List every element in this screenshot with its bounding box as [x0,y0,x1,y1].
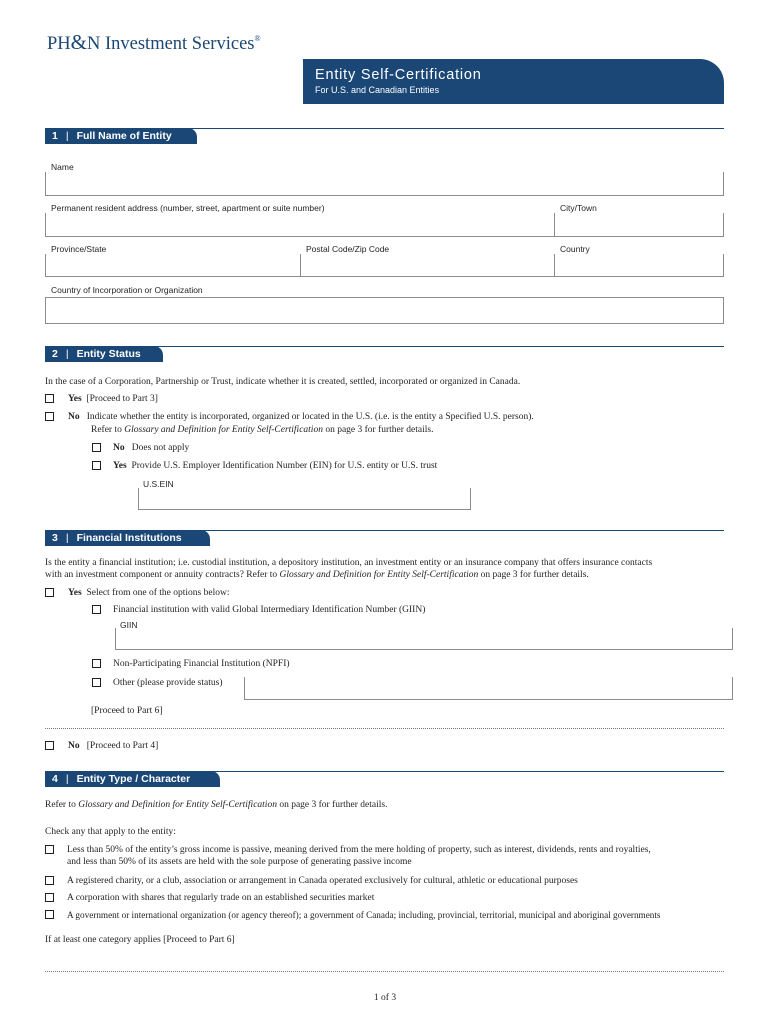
name-label: Name [51,162,74,172]
section1-title: Full Name of Entity [76,130,172,142]
section1-header [45,128,197,144]
giin-option-checkbox[interactable] [92,605,101,614]
fi-yes-row [68,587,229,599]
passive-income-line1: Less than 50% of the entity’s gross income is passive, meaning derived from the mere holding of property, such as interest, dividends, rents and royalties, [67,845,651,855]
public-corporation-label: A corporation with shares that regularly trade on an established securities market [67,893,375,903]
entity-status-no-note: Indicate whether the entity is incorporated, organized or located in the U.S. (i.e. is the entity a Specified U.S. person). [86,412,534,422]
logo-ampersand: & [70,30,87,54]
city-label: City/Town [560,203,597,213]
other-status-checkbox[interactable] [92,678,101,687]
section4-refer-text [45,799,387,811]
section2-intro: In the case of a Corporation, Partnership or Trust, indicate whether it is created, settled, incorporated or organized in Canada. [45,377,521,387]
section2-refer-prefix: Refer to [91,425,122,435]
address-field[interactable] [45,213,554,237]
us-person-no-label: No [113,443,125,453]
npfi-option-label: Non-Participating Financial Institution (NPFI) [113,659,290,669]
address-label: Permanent resident address (number, street, apartment or suite number) [51,203,325,213]
logo-prefix: PH [47,34,71,54]
fi-yes-note: Select from one of the options below: [86,588,230,598]
us-person-yes-note: Provide U.S. Employer Identification Number (EIN) for U.S. entity or U.S. trust [131,461,438,471]
section2-separator: | [65,348,69,360]
giin-field[interactable] [115,628,733,650]
section3-dotted-divider [45,728,724,729]
section3-intro-suffix: on page 3 for further details. [480,570,589,580]
other-status-field[interactable] [244,677,733,700]
postal-code-field[interactable] [300,254,554,277]
section4-refer-suffix: on page 3 for further details. [279,800,388,810]
proceed-part6-note: [Proceed to Part 6] [91,706,163,716]
name-field[interactable] [45,172,724,196]
fi-yes-label: Yes [68,588,82,598]
section2-refer-text [91,424,433,436]
fi-no-row [68,740,158,752]
page-number: 1 of 3 [373,993,397,1003]
logo-registered-mark: ® [254,34,261,43]
section3-title: Financial Institutions [76,532,182,544]
fi-no-checkbox[interactable] [45,741,54,750]
us-person-no-note: Does not apply [131,443,190,453]
entity-status-yes-note: [Proceed to Part 3] [86,394,158,404]
government-label: A government or international organization (or agency thereof); a government of Canada; including, provincial, territorial, municipal and aboriginal governments [67,910,661,920]
us-person-no-checkbox[interactable] [92,443,101,452]
entity-status-yes-label: Yes [68,394,82,404]
charity-checkbox[interactable] [45,876,54,885]
section2-header [45,346,163,362]
section2-glossary-reference: Glossary and Definition for Entity Self-Certification [124,425,323,435]
us-person-no-row [113,442,189,454]
city-field[interactable] [554,213,724,237]
logo-suffix: N Investment Services [87,34,255,54]
npfi-option-checkbox[interactable] [92,659,101,668]
entity-status-no-label: No [68,412,80,422]
other-status-label: Other (please provide status) [113,678,223,688]
country-label: Country [560,244,590,254]
section2-refer-suffix: on page 3 for further details. [325,425,434,435]
province-field[interactable] [45,254,300,277]
title-banner [303,59,724,104]
section2-title: Entity Status [76,348,141,360]
us-person-yes-checkbox[interactable] [92,461,101,470]
check-any-text: Check any that apply to the entity: [45,827,176,837]
passive-income-checkbox[interactable] [45,845,54,854]
company-logo [47,30,261,55]
section4-number: 4 [52,773,58,785]
section4-separator: | [65,773,69,785]
at-least-one-text: If at least one category applies [Proceed to Part 6] [45,935,235,945]
fi-yes-checkbox[interactable] [45,588,54,597]
section3-intro-prefix: with an investment component or annuity contracts? Refer to [45,570,278,580]
section3-number: 3 [52,532,58,544]
charity-label: A registered charity, or a club, association or arrangement in Canada operated exclusively for cultural, athletic or educational purposes [67,876,578,886]
form-subtitle: For U.S. and Canadian Entities [315,85,440,95]
province-label: Province/State [51,244,107,254]
entity-status-yes-row [68,393,158,405]
us-person-yes-label: Yes [113,461,127,471]
section3-glossary-reference: Glossary and Definition for Entity Self-Certification [279,570,479,580]
form-title: Entity Self-Certification [315,67,482,83]
section4-title: Entity Type / Character [76,773,191,785]
giin-label: GIIN [120,620,138,630]
entity-status-yes-checkbox[interactable] [45,394,54,403]
section2-number: 2 [52,348,58,360]
section1-number: 1 [52,130,58,142]
section4-glossary-reference: Glossary and Definition for Entity Self-Certification [78,800,277,810]
fi-no-label: No [68,741,80,751]
ein-field[interactable] [138,488,471,510]
country-field[interactable] [554,254,724,277]
section3-intro-line2 [45,569,589,581]
government-checkbox[interactable] [45,910,54,919]
ein-label: U.S.EIN [143,479,174,489]
us-person-yes-row [113,460,437,472]
section1-separator: | [65,130,69,142]
section3-header [45,530,210,546]
entity-status-no-checkbox[interactable] [45,412,54,421]
footer-dotted-divider [45,971,724,972]
incorporation-country-field[interactable] [45,297,724,324]
incorporation-country-label: Country of Incorporation or Organization [51,285,203,295]
section4-header [45,771,220,787]
entity-status-no-row [68,411,534,423]
section3-intro-line1: Is the entity a financial institution; i.e. custodial institution, a depository institution, an investment entity or an insurance company that offers insurance contacts [45,558,653,568]
postal-code-label: Postal Code/Zip Code [306,244,390,254]
passive-income-line2: and less than 50% of its assets are held with the sole purpose of generating passive income [67,857,412,867]
public-corporation-checkbox[interactable] [45,893,54,902]
fi-no-note: [Proceed to Part 4] [86,741,159,751]
section4-refer-prefix: Refer to [45,800,76,810]
section3-separator: | [65,532,69,544]
giin-option-label: Financial institution with valid Global Intermediary Identification Number (GIIN) [113,605,426,615]
